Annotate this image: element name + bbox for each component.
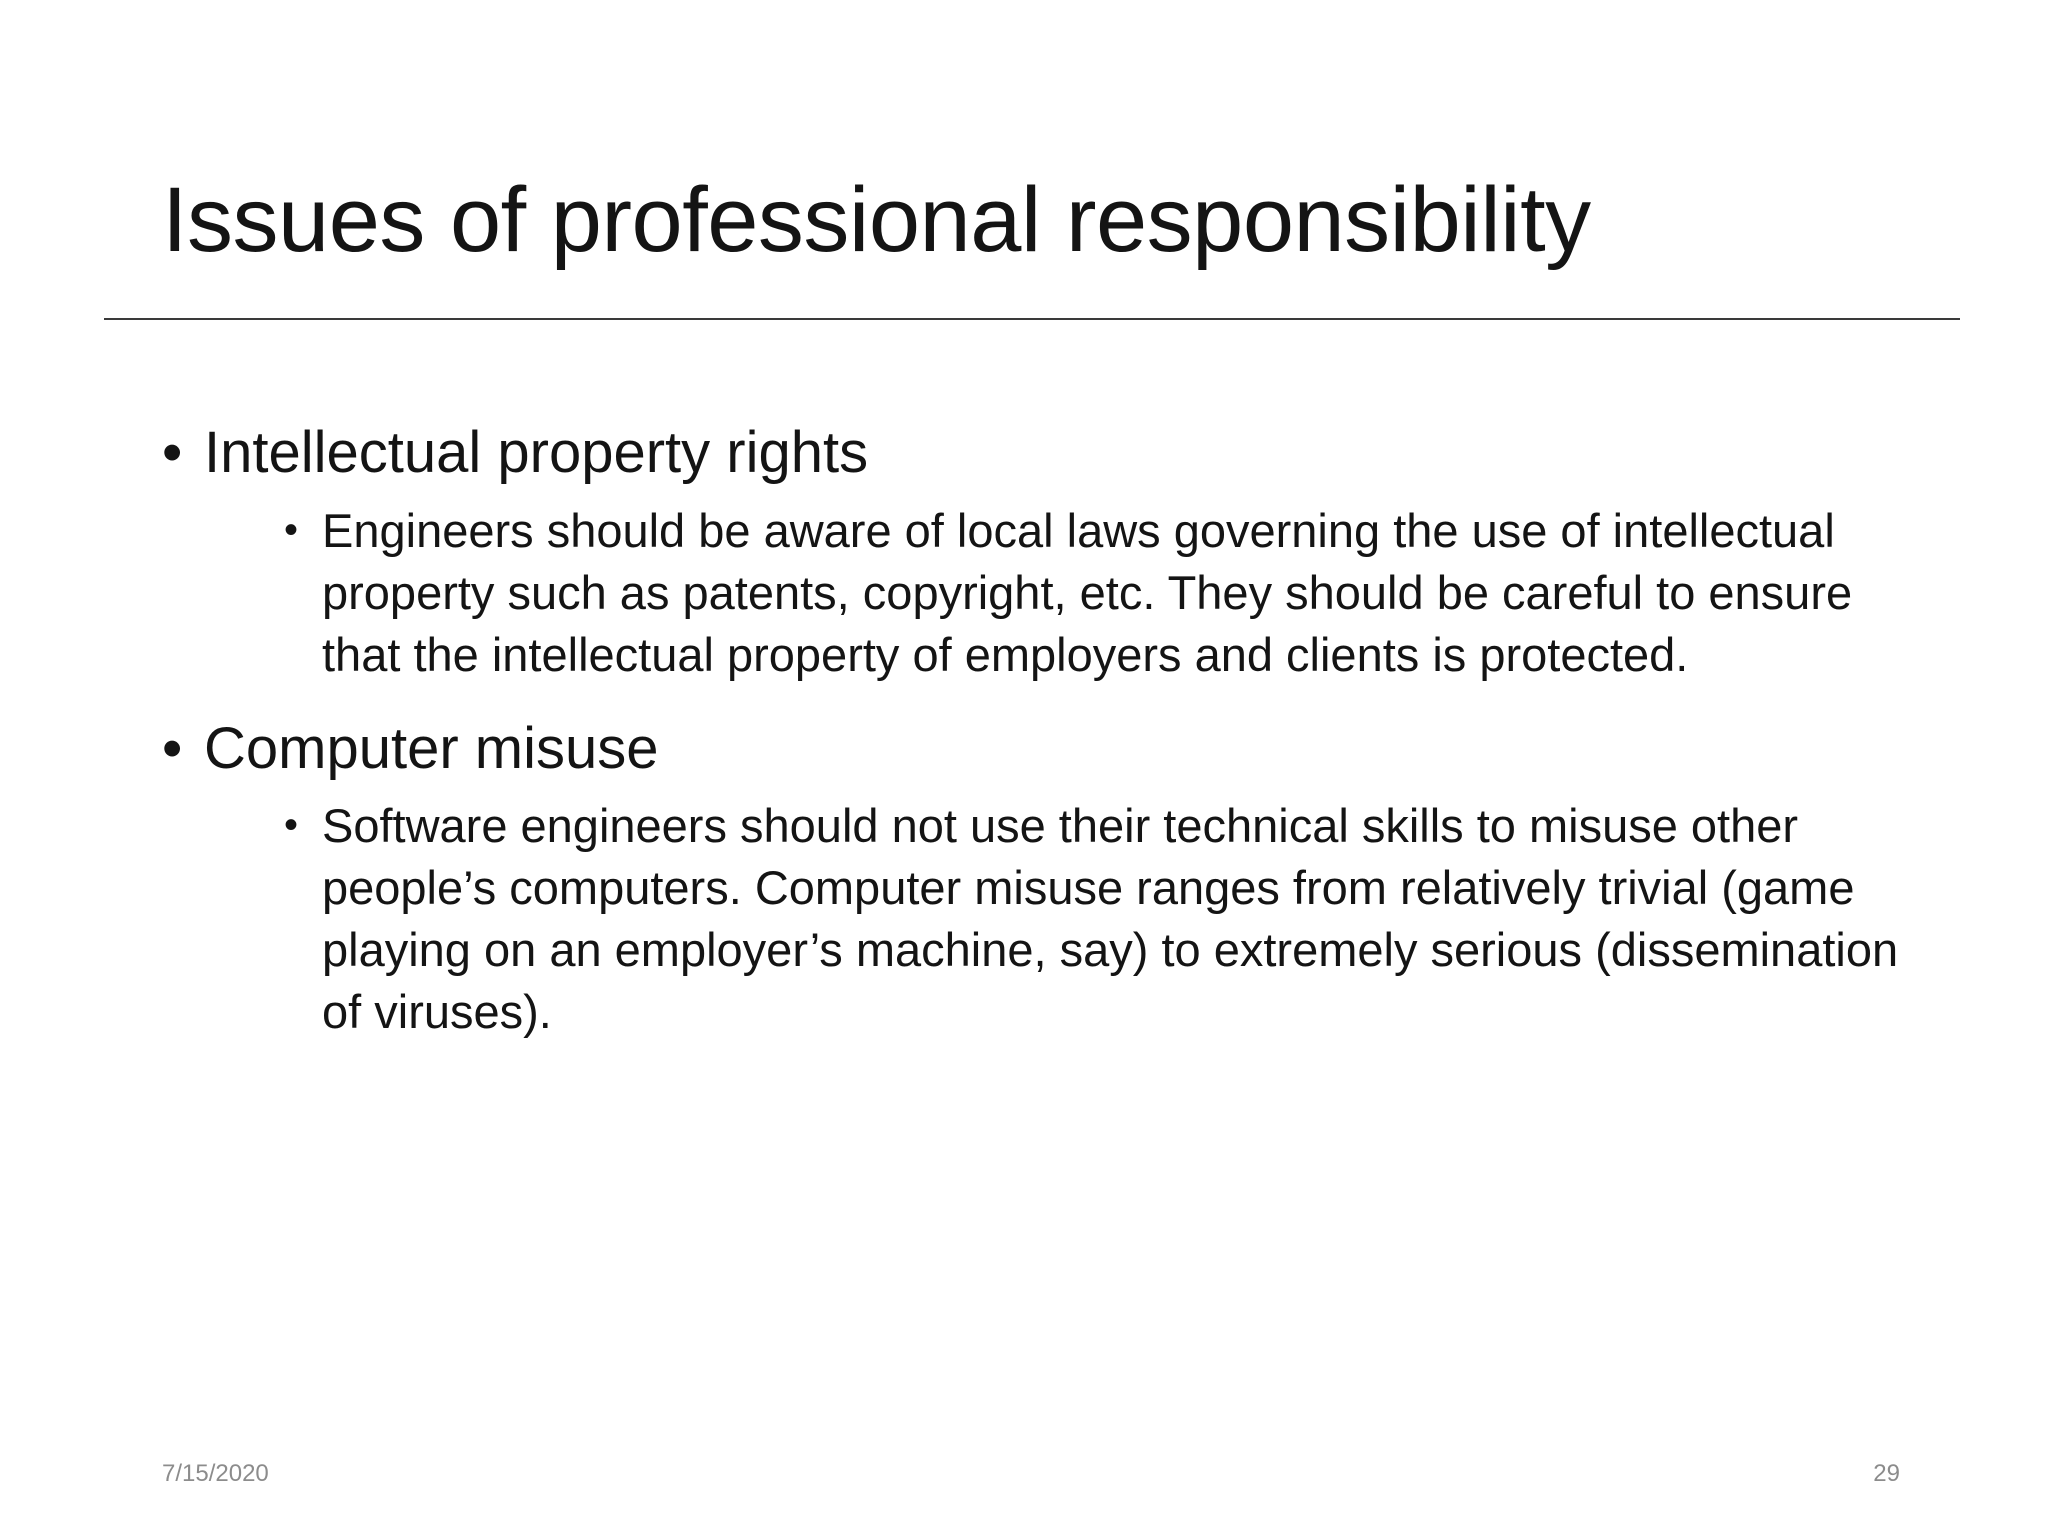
sub-bullet-item <box>284 500 1942 686</box>
sub-bullet-text: Software engineers should not use their technical skills to misuse other people’s computers. Computer misuse ranges from relatively trivial (game playing on an employer’s machine, say) to extremely serious (dissemination of viruses). <box>322 799 1899 1039</box>
sub-bullet-icon: • <box>284 803 299 848</box>
sub-bullet-item <box>284 795 1942 1043</box>
page-number: 29 <box>1873 1460 1900 1487</box>
sub-bullet-text: Engineers should be aware of local laws governing the use of intellectual property such as patents, copyright, etc. They should be careful to ensure that the intellectual property of employers and clients is protected. <box>322 503 1853 681</box>
title-divider <box>104 318 1960 320</box>
bullet-heading: Intellectual property rights <box>204 420 869 485</box>
slide-title: Issues of professional responsibility <box>162 169 1591 271</box>
bullet-item-intellectual-property <box>162 418 1902 686</box>
sub-bullet-icon: • <box>284 507 299 552</box>
bullet-icon: • <box>162 420 183 485</box>
bullet-heading: Computer misuse <box>204 715 659 781</box>
bullet-item-computer-misuse <box>162 714 1902 1044</box>
footer-date: 7/15/2020 <box>162 1460 269 1487</box>
bullet-icon: • <box>162 715 183 781</box>
slide-body <box>162 418 1902 1043</box>
